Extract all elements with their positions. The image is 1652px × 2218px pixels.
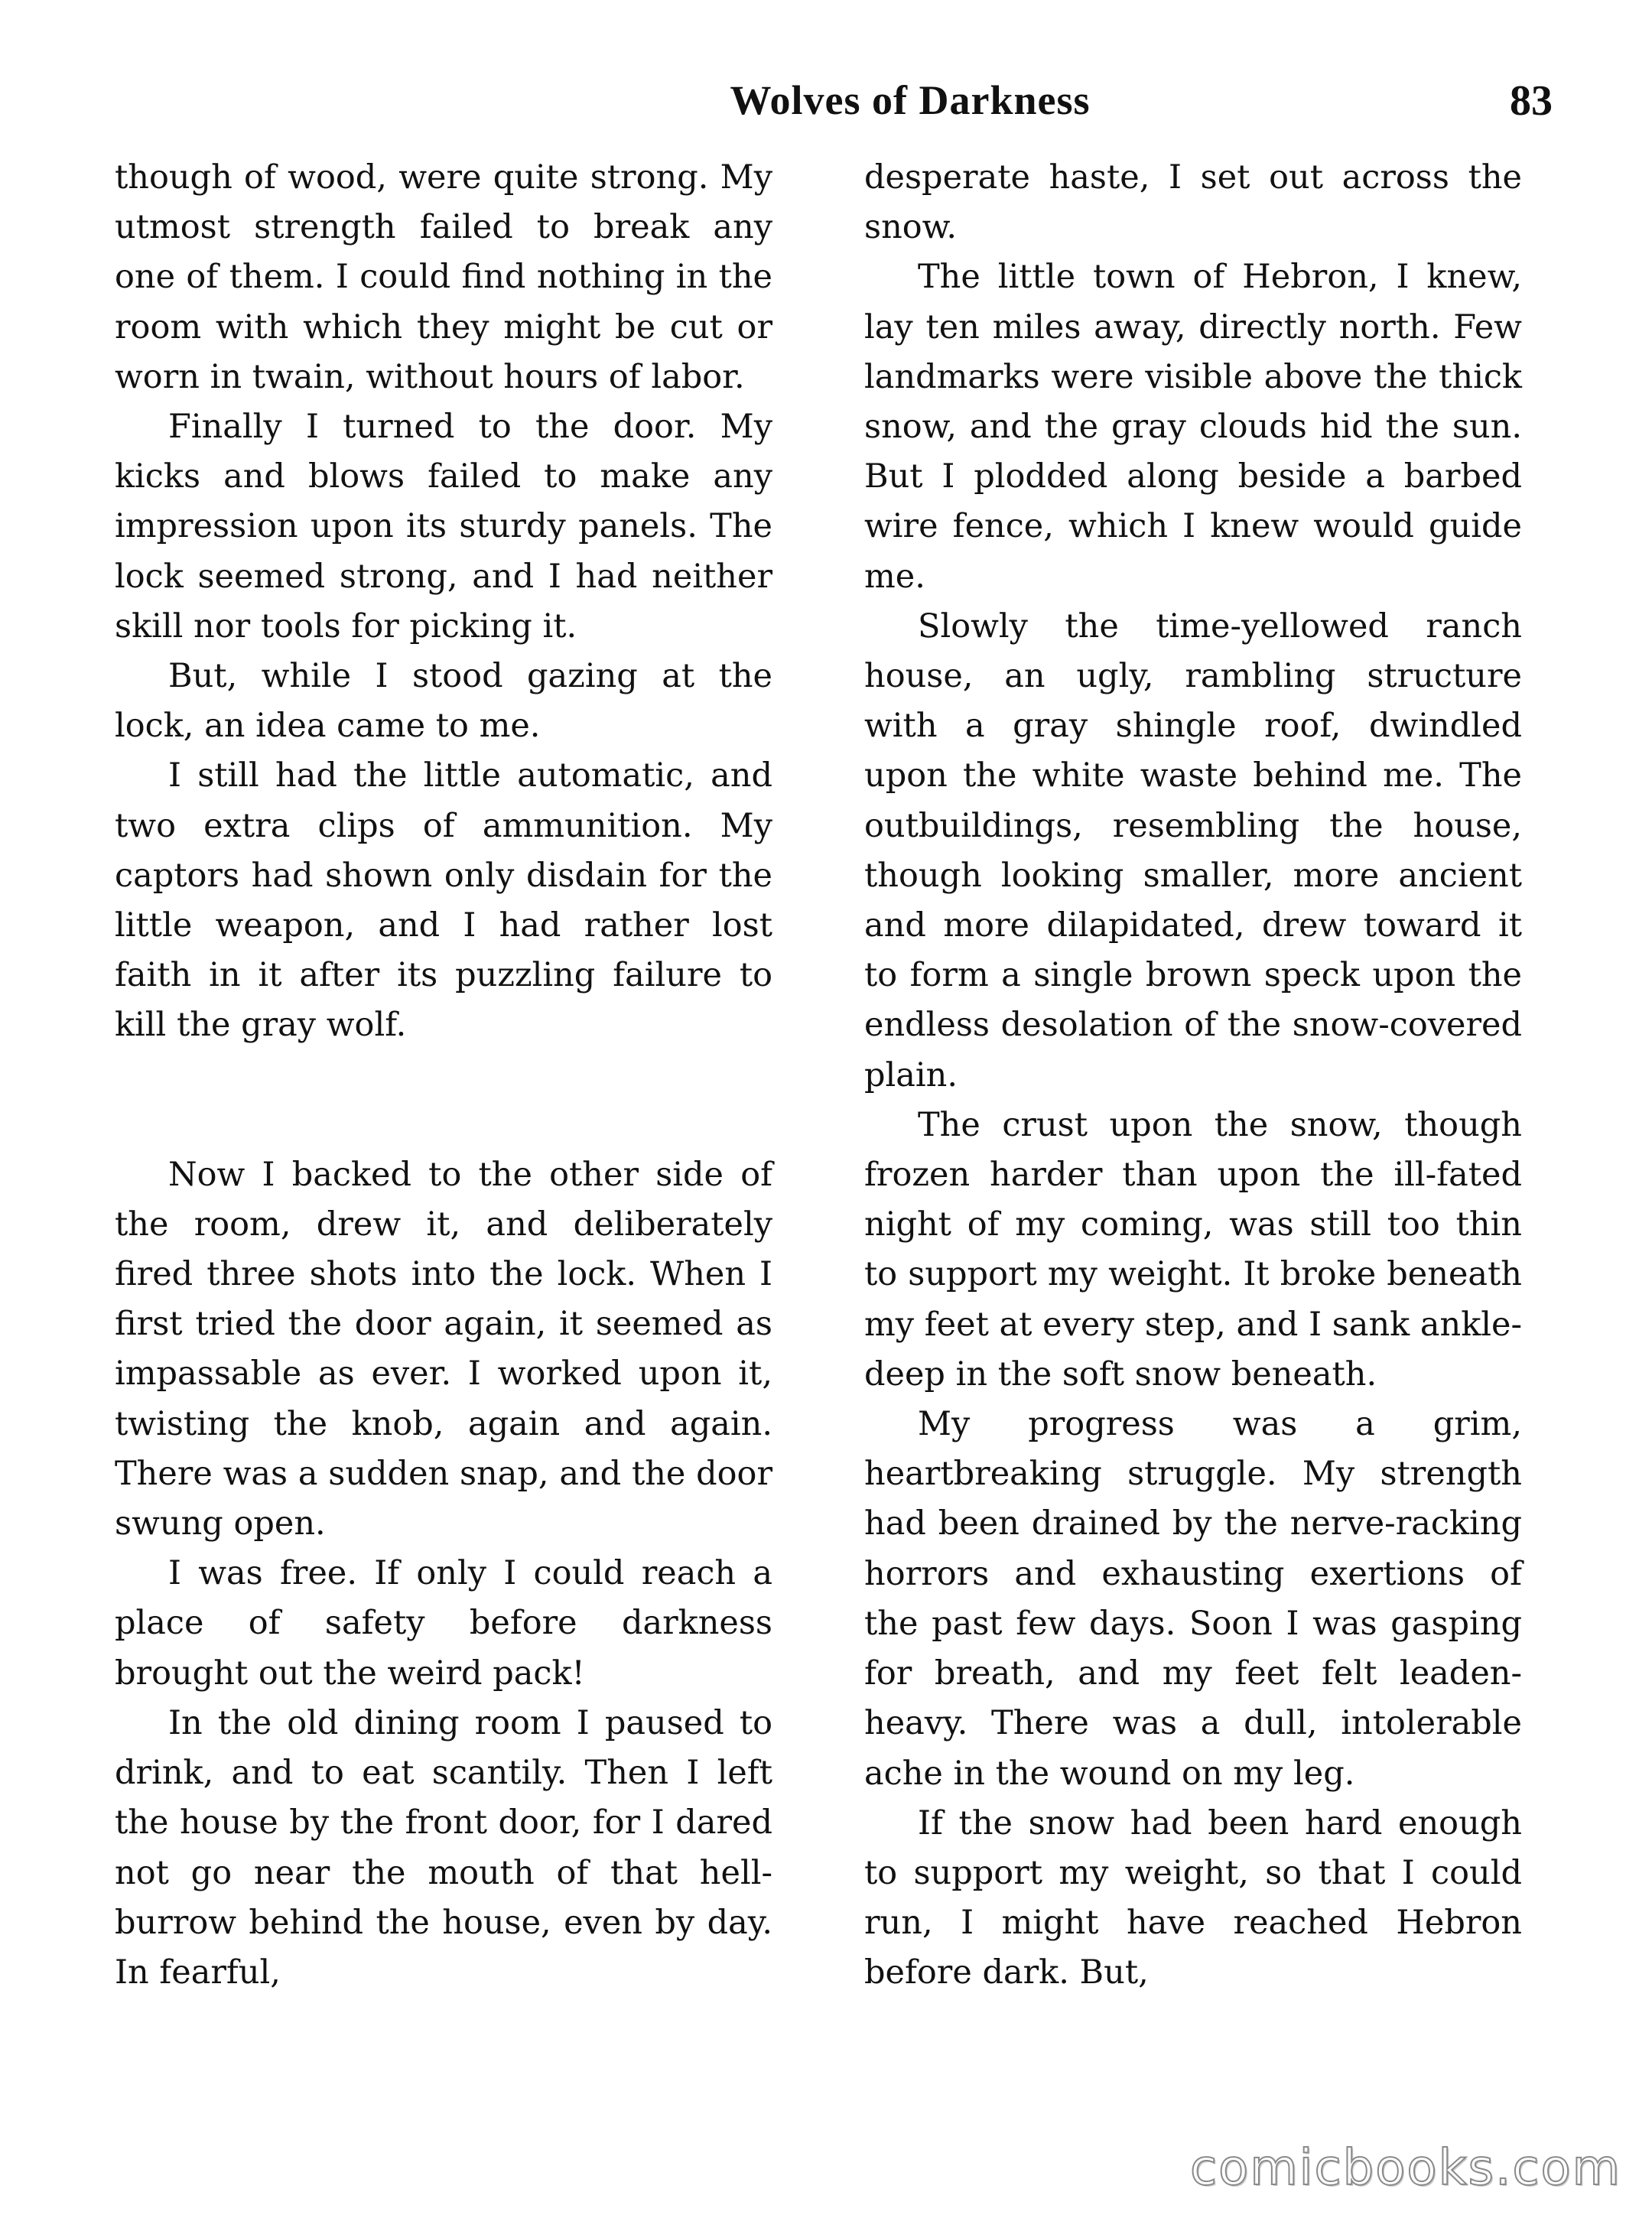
paragraph: I still had the little automatic, and two extra clips of ammunition. My captors had shown only disdain for the little weapon, and I had rather lost faith in it after its puzzling failure to kill the gray wolf. bbox=[115, 756, 772, 1045]
paragraph: But, while I stood gazing at the lock, an idea came to me. bbox=[115, 657, 772, 746]
paragraph: The little town of Hebron, I knew, lay ten miles away, directly north. Few landmarks were visible above the thick snow, and the gray clouds hid the sun. But I plodded along beside a barbed wire fence, which I knew would guide me. bbox=[864, 258, 1522, 596]
paragraph: My progress was a grim, heartbreaking struggle. My strength had been drained by the nerve-racking horrors and exhausting exertions of the past few days. Soon I was gasping for breath, and my feet felt leaden-heavy. There was a dull, intolerable ache in the wound on my leg. bbox=[864, 1405, 1522, 1793]
watermark: comicbooks.com bbox=[1189, 2140, 1621, 2197]
left-column bbox=[115, 153, 772, 1998]
paragraph: Now I backed to the other side of the room, drew it, and deliberately fired three shots into the lock. When I first tried the door again, it seemed as impassable as ever. I worked upon it, twisting the knob, again and again. There was a sudden snap, and the door swung open. bbox=[115, 1155, 772, 1543]
paragraph: I was free. If only I could reach a place of safety before darkness brought out the weird pack! bbox=[115, 1554, 772, 1693]
page-header bbox=[115, 76, 1553, 138]
page-number: 83 bbox=[1510, 77, 1553, 125]
paragraph: In the old dining room I paused to drink, and to eat scantily. Then I left the house by the front door, for I dared not go near the mouth of that hell-burrow behind the house, even by day. In fearful, bbox=[115, 1703, 772, 1992]
right-column bbox=[864, 153, 1522, 1998]
paragraph: Finally I turned to the door. My kicks and blows failed to make any impression upon its sturdy panels. The lock seemed strong, and I had neither skill nor tools for picking it. bbox=[115, 408, 772, 646]
running-title: Wolves of Darkness bbox=[730, 77, 1091, 123]
paragraph: though of wood, were quite strong. My utmost strength failed to break any one of them. I could find nothing in the room with which they might be cut or worn in twain, without hours of labor. bbox=[115, 158, 772, 396]
paragraph: The crust upon the snow, though frozen harder than upon the ill-fated night of my coming, was still too thin to support my weight. It broke beneath my feet at every step, and I sank ankle-deep in the soft snow beneath. bbox=[864, 1105, 1522, 1394]
paragraph: desperate haste, I set out across the snow. bbox=[864, 158, 1522, 247]
paragraph: If the snow had been hard enough to support my weight, so that I could run, I might have reached Hebron before dark. But, bbox=[864, 1803, 1522, 1992]
paragraph: Slowly the time-yellowed ranch house, an ugly, rambling structure with a gray shingle roof, dwindled upon the white waste behind me. The outbuildings, resembling the house, though looking smaller, more ancient and more dilapidated, drew toward it to form a single brown speck upon the endless desolation of the snow-covered plain. bbox=[864, 607, 1522, 1094]
